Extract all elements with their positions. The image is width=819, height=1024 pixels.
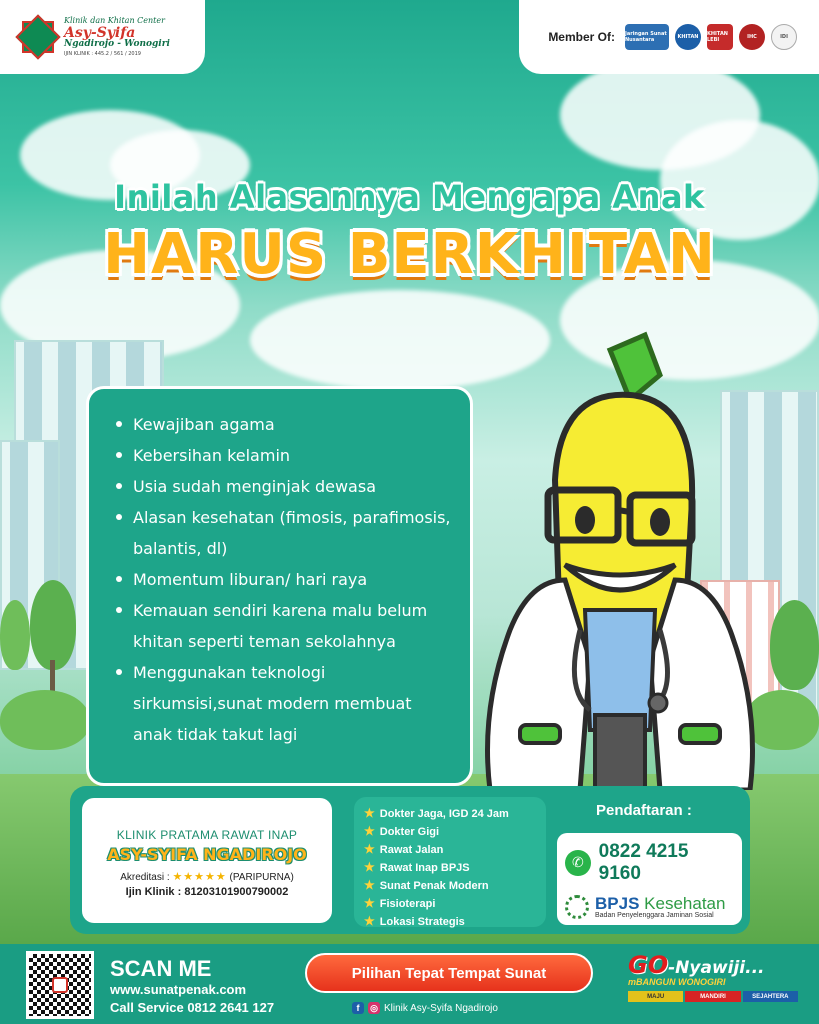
khitan-lebi-logo-icon: KHITAN LEBI: [707, 24, 733, 50]
tree: [770, 600, 819, 690]
star-icon: ★: [364, 824, 375, 838]
clinic-logo-location: Ngadirojo - Wonogiri: [64, 39, 170, 50]
jsn-logo-icon: Jaringan Sunat Nusantara: [625, 24, 669, 50]
go-bars: [628, 991, 798, 1002]
clinic-logo-subtitle: Klinik dan Khitan Center: [64, 16, 165, 26]
go-bar-sejahtera: SEJAHTERA: [743, 991, 798, 1002]
website-link[interactable]: www.sunatpenak.com: [110, 982, 247, 997]
service-item: ★ Lokasi Strategis: [364, 914, 465, 928]
clinic-logo-license: IJIN KLINIK : 445.2 / 561 / 2019: [64, 50, 141, 57]
clinic-emblem-icon: [18, 17, 58, 57]
service-item: ★ Sunat Penak Modern: [364, 878, 489, 892]
clinic-accreditation: [82, 870, 332, 883]
call-service: Call Service 0812 2641 127: [110, 1000, 275, 1015]
idi-logo-icon: IDI: [771, 24, 797, 50]
service-item: ★ Rawat Jalan: [364, 842, 444, 856]
bpjs-name: BPJS Kesehatan: [595, 894, 726, 913]
go-title: GO-Nyawiji...: [628, 951, 765, 979]
go-nyawiji-logo: [628, 951, 798, 1017]
clinic-logo-text: [64, 17, 170, 57]
bpjs-emblem-icon: [565, 895, 589, 919]
clinic-info-card: [82, 798, 332, 923]
reason-item: Kemauan sendiri karena malu belum khitan seperti teman sekolahnya: [133, 595, 452, 657]
qr-center-logo-icon: [52, 977, 68, 993]
facebook-icon: f: [352, 1002, 364, 1014]
reasons-list: [133, 409, 452, 750]
registration-title: Pendaftaran :: [596, 802, 692, 819]
reason-item: Kebersihan kelamin: [133, 440, 452, 471]
reasons-card: [86, 386, 473, 786]
accreditation-stars-icon: ★★★★★: [172, 871, 227, 883]
cta-button[interactable]: Pilihan Tepat Tempat Sunat: [305, 953, 593, 993]
star-icon: ★: [364, 878, 375, 892]
whatsapp-icon: ✆: [565, 850, 591, 876]
go-tagline: mBANGUN WONOGIRI: [628, 977, 726, 987]
go-bar-maju: MAJU: [628, 991, 683, 1002]
bpjs-text: [595, 895, 725, 919]
star-icon: ★: [364, 860, 375, 874]
accreditation-label: Akreditasi :: [120, 872, 170, 883]
star-icon: ★: [364, 842, 375, 856]
whatsapp-contact[interactable]: [565, 841, 734, 885]
bpjs-logo: [565, 895, 734, 919]
scan-me-label: SCAN ME: [110, 956, 212, 981]
social-handle[interactable]: [352, 1002, 498, 1014]
reason-item: Menggunakan teknologi sirkumsisi,sunat modern membuat anak tidak takut lagi: [133, 657, 452, 750]
member-of-label: Member Of:: [548, 30, 615, 44]
star-icon: ★: [364, 896, 375, 910]
accreditation-value: (PARIPURNA): [229, 872, 294, 883]
banana-doctor-mascot-icon: [470, 330, 770, 790]
clinic-logo-box: [0, 0, 205, 74]
tree: [0, 600, 30, 670]
service-item: ★ Fisioterapi: [364, 896, 436, 910]
bpjs-subtitle: Badan Penyelenggara Jaminan Sosial: [595, 912, 714, 919]
reason-item: Momentum liburan/ hari raya: [133, 564, 452, 595]
reason-item: Kewajiban agama: [133, 409, 452, 440]
headline-line-2: HARUS BERKHITAN: [103, 222, 716, 287]
member-of-box: [519, 0, 819, 74]
khitan-logo-icon: KHITAN: [675, 24, 701, 50]
services-list: [354, 797, 546, 927]
service-item: ★ Rawat Inap BPJS: [364, 860, 470, 874]
service-item: ★ Dokter Jaga, IGD 24 Jam: [364, 806, 509, 820]
tree: [30, 580, 76, 670]
headline-line-1: Inilah Alasannya Mengapa Anak: [114, 178, 705, 216]
star-icon: ★: [364, 914, 375, 928]
clinic-logo-name: Asy-Syifa: [64, 24, 136, 41]
registration-card: [557, 833, 742, 925]
whatsapp-number: 0822 4215 9160: [598, 841, 689, 884]
ihc-logo-icon: IHC: [739, 24, 765, 50]
reason-item: Alasan kesehatan (fimosis, parafimosis, balantis, dl): [133, 502, 452, 564]
reason-item: Usia sudah menginjak dewasa: [133, 471, 452, 502]
service-item: ★ Dokter Gigi: [364, 824, 440, 838]
clinic-license-number: Ijin Klinik : 81203101900790002: [125, 886, 289, 898]
go-bar-mandiri: MANDIRI: [685, 991, 740, 1002]
social-name: Klinik Asy-Syifa Ngadirojo: [384, 1002, 498, 1014]
instagram-icon: ◎: [368, 1002, 380, 1014]
bush: [0, 690, 90, 750]
clinic-card-title: KLINIK PRATAMA RAWAT INAP: [116, 828, 298, 842]
star-icon: ★: [364, 806, 375, 820]
clinic-card-name: ASY-SYIFA NGADIROJO: [107, 845, 307, 864]
